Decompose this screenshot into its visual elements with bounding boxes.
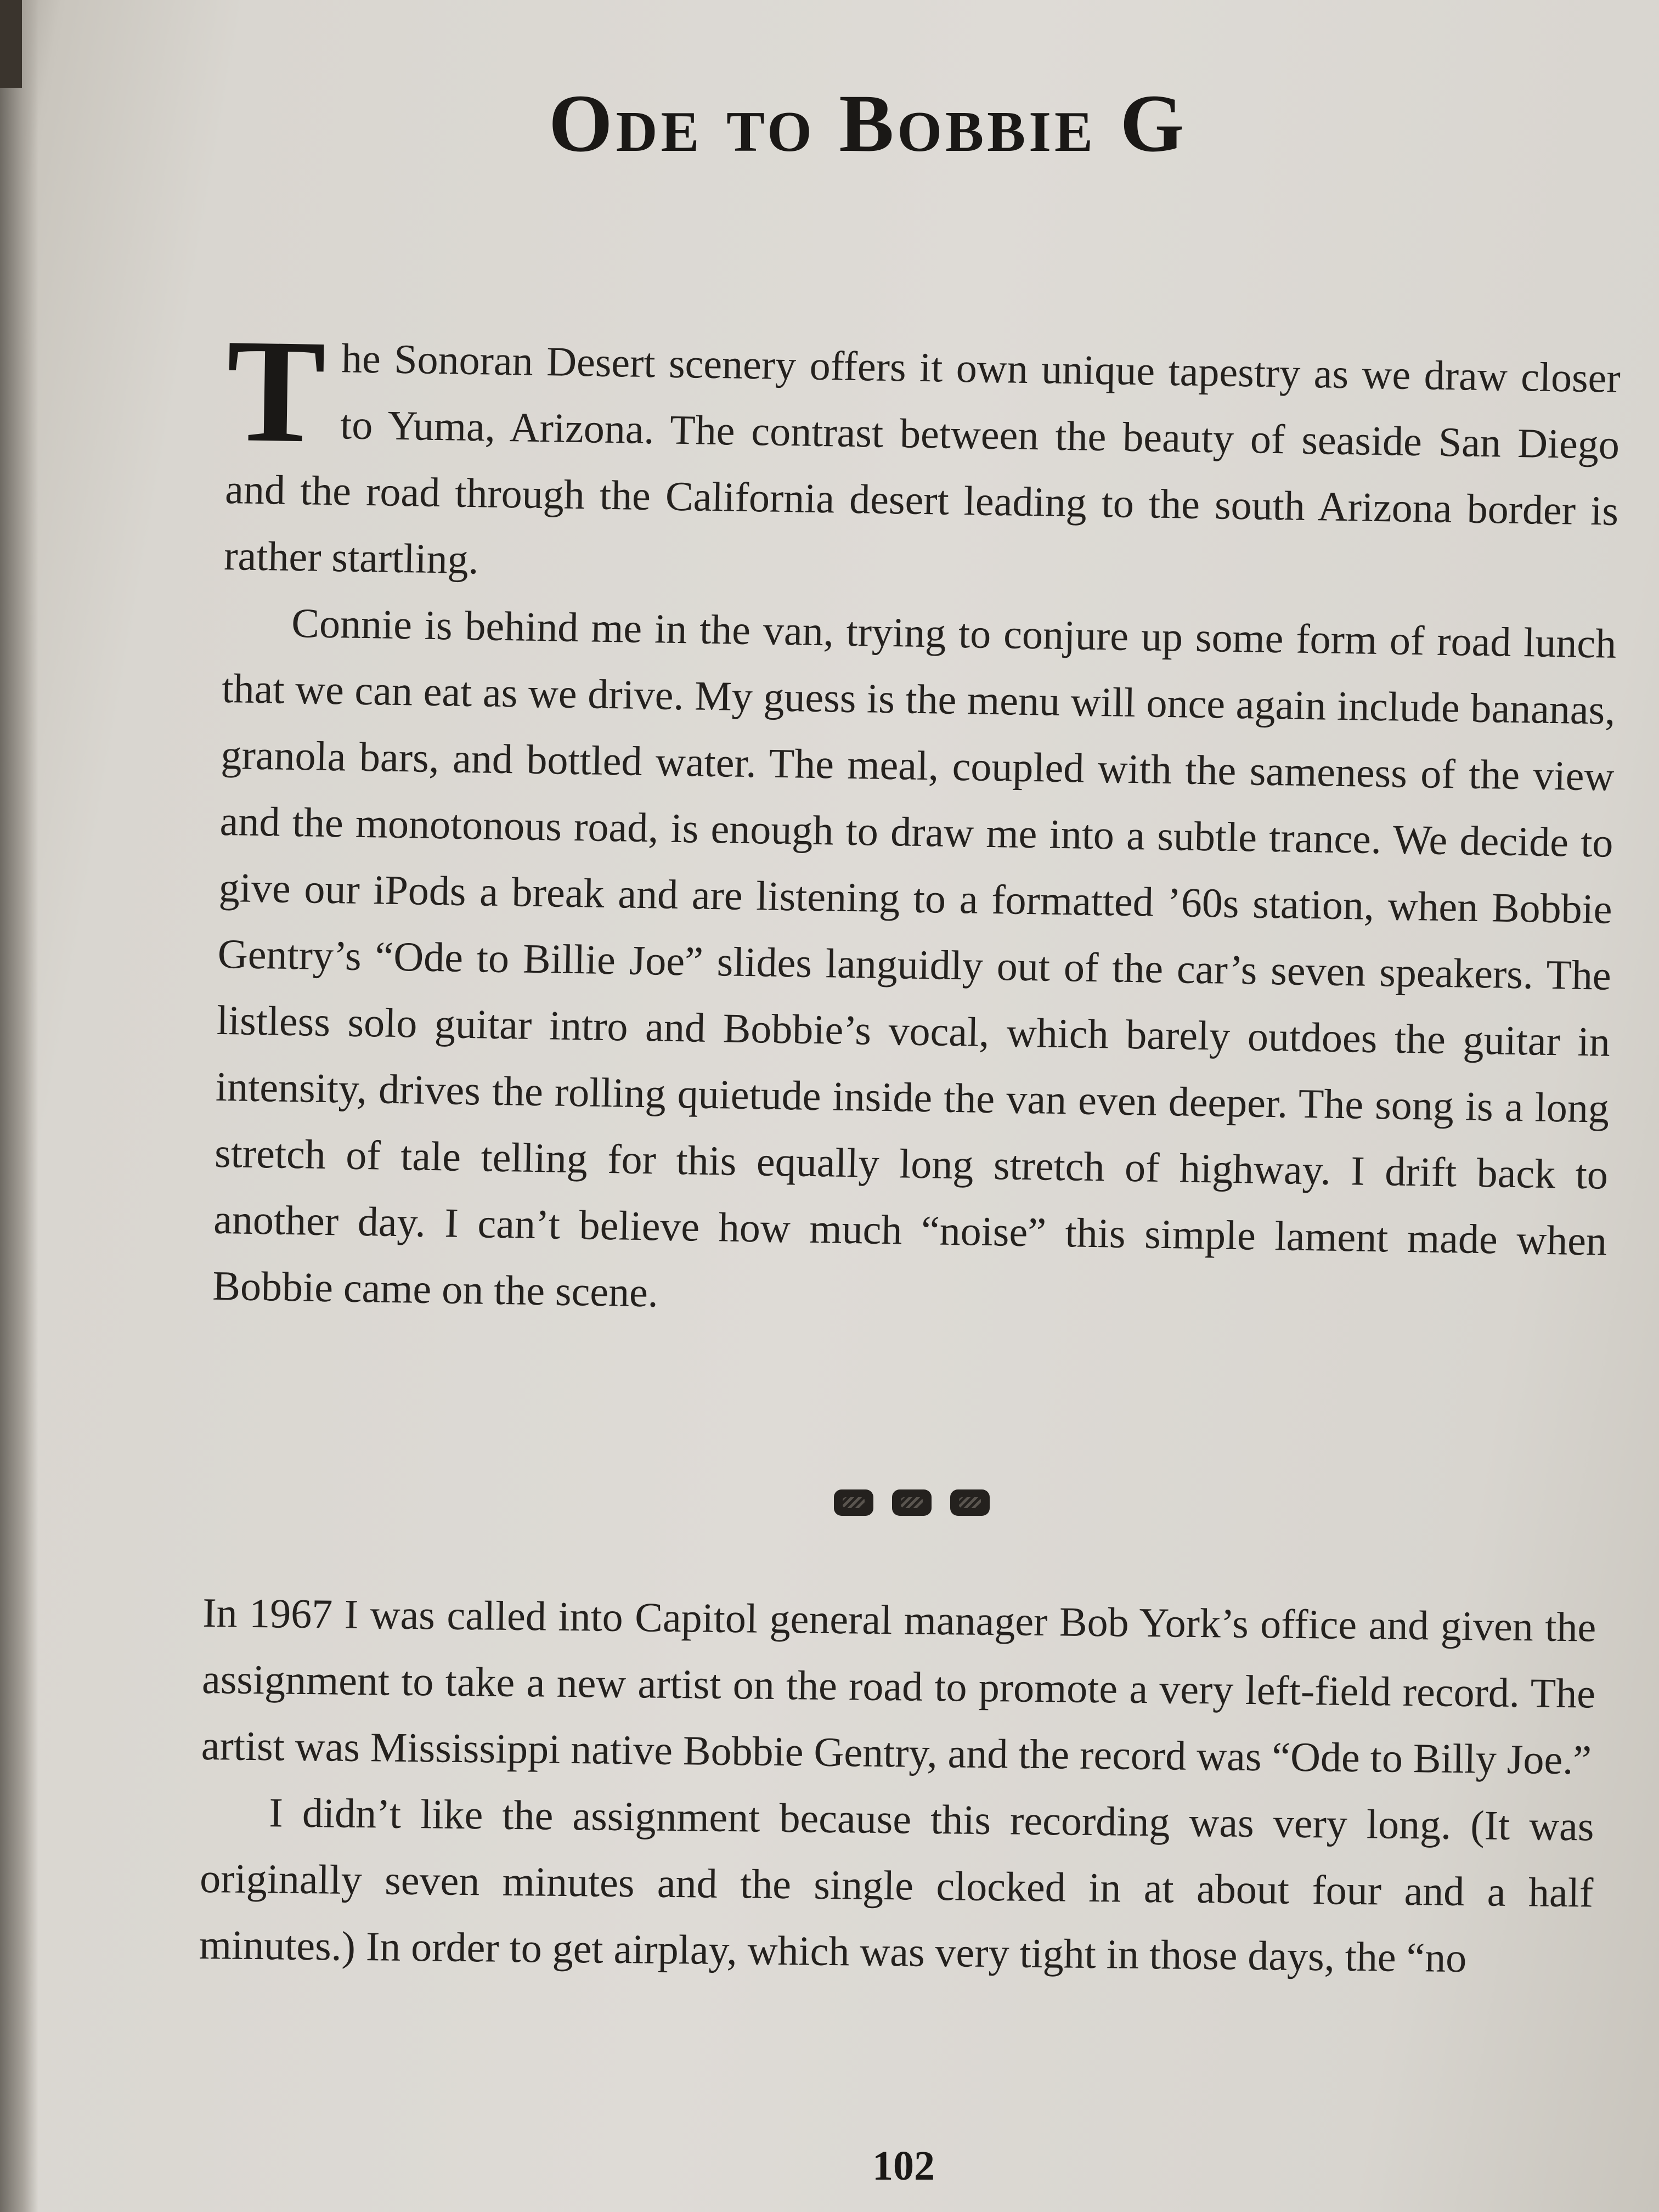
section-1-paragraph-1 xyxy=(223,308,1621,611)
section-1-paragraph-1-text: he Sonoran Desert scenery offers it own unique tapestry as we draw closer to Yuma, Arizona. The contrast between the beauty of seaside San Diego and the road through the California desert leading to the south Arizona border is rather startling. xyxy=(223,335,1621,583)
section-break-ornament-icon xyxy=(834,1489,990,1516)
book-spine-shadow xyxy=(0,0,38,2212)
page-number: 102 xyxy=(872,2143,935,2189)
drop-cap: T xyxy=(225,308,327,474)
chapter-title: Ode to Bobbie G xyxy=(549,78,1188,169)
ornament-mark-icon xyxy=(834,1489,873,1516)
section-2-paragraph-1: In 1967 I was called into Capitol general manager Bob York’s office and given the assignment to take a new artist on the road to promote a very left-field record. The artist was Mississippi native Bobbie Gentry, and the record was “Ode to Billy Joe.” xyxy=(201,1589,1596,1784)
page-corner-shadow xyxy=(0,0,22,88)
section-1-paragraph-2: Connie is behind me in the van, trying to conjure up some form of road lunch that we can eat as we drive. My guess is the menu will once again include bananas, granola bars, and bottled water. The meal, coupled with the sameness of the view and the monotonous road, is enough to draw me into a subtle trance. We decide to give our iPods a break and are listening to a formatted ’60s station, when Bobbie Gentry’s “Ode to Billie Joe” slides languidly out of the car’s seven speakers. The listless solo guitar intro and Bobbie’s vocal, which barely outdoes the guitar in intensity, drives the rolling quietude inside the van even deeper. The song is a long stretch of tale telling for this equally long stretch of highway. I drift back to another day. I can’t believe how much “noise” this simple lament made when Bobbie came on the scene. xyxy=(212,600,1617,1316)
section-1-text xyxy=(212,308,1621,1341)
ornament-mark-icon xyxy=(950,1489,990,1516)
section-2-text xyxy=(199,1580,1596,1993)
section-2-paragraph-2: I didn’t like the assignment because this recording was very long. (It was originally seven minutes and the single clocked in at about four and a half minutes.) In order to get airplay, which was very tight in those days, the “no xyxy=(199,1790,1594,1982)
ornament-mark-icon xyxy=(892,1489,932,1516)
